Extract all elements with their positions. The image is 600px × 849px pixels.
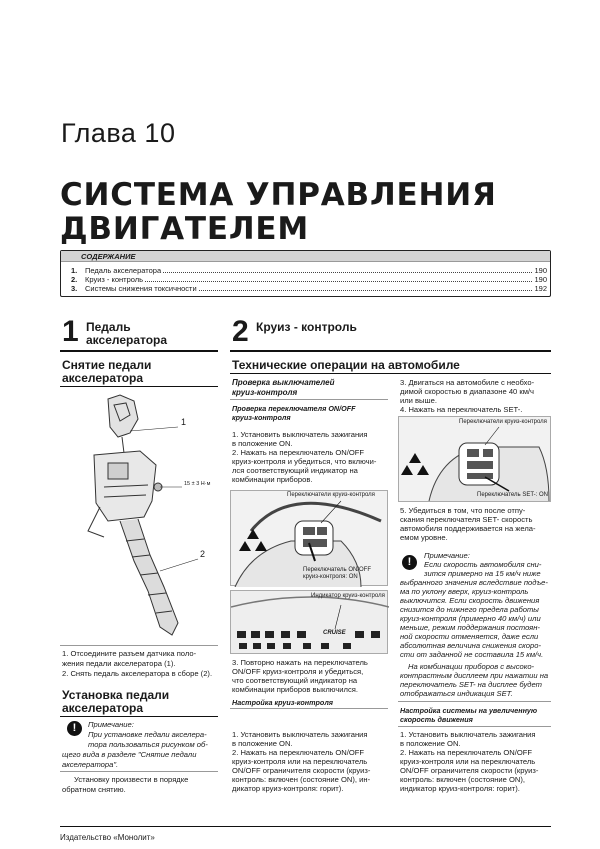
- removal-heading-line-2: акселератора: [62, 371, 144, 385]
- onoff-heading-line-1: Проверка переключателя ON/OFF: [232, 404, 356, 413]
- right-note-line: зится примерно на 15 км/ч ниже: [424, 569, 541, 578]
- lamp-icon: [355, 631, 364, 638]
- high-speed-step: ON/OFF ограничителя скорости (круиз-: [400, 766, 539, 775]
- figure-rule: [60, 645, 218, 646]
- switch-label-bottom-1: Переключатель ON/OFF: [303, 567, 371, 573]
- lamp-icon: [371, 631, 380, 638]
- toc-item-page: 190: [534, 266, 547, 275]
- lamp-icon: [265, 631, 274, 638]
- right-note-line: выбранного значения вследствие подъе-: [400, 578, 548, 587]
- high-speed-step: 1. Установить выключатель зажигания: [400, 730, 536, 739]
- section-2-number: 2: [232, 315, 249, 348]
- step3-left: комбинации приборов выключился.: [232, 685, 358, 694]
- step3-left: 3. Повторно нажать на переключатель: [232, 658, 368, 667]
- setup-step: в положение ON.: [232, 739, 293, 748]
- toc-item-page: 192: [534, 284, 547, 293]
- right-note-line: выключится. Если скорость движения: [400, 596, 540, 605]
- callout-2: 2: [200, 549, 206, 559]
- removal-step-2: 2. Снять педаль акселератора в сборе (2).: [62, 669, 213, 678]
- right-note-line: снизится до нижнего предела работы: [400, 605, 539, 614]
- cluster-drawing: [231, 591, 389, 655]
- high-speed-step: круиз-контроля или на переключатель: [400, 757, 536, 766]
- step5: скания переключателя SET- скорость: [400, 515, 533, 524]
- right-step: 4. Нажать на переключатель SET-.: [400, 405, 523, 414]
- toc-item-num: 2.: [71, 275, 78, 284]
- setup-heading: Настройка круиз-контроля: [232, 698, 334, 707]
- lamp-icon: [281, 631, 290, 638]
- toc-heading: СОДЕРЖАНИЕ: [61, 251, 550, 262]
- setup-step: 1. Установить выключатель зажигания: [232, 730, 368, 739]
- high-speed-step: 2. Нажать на переключатель ON/OFF: [400, 748, 533, 757]
- step5: автомобиля поддерживается на жела-: [400, 524, 536, 533]
- indicator-label: Индикатор круиз-контроля: [311, 593, 385, 599]
- lamp-icon: [253, 643, 261, 649]
- ops-heading: Технические операции на автомобиле: [232, 358, 460, 372]
- right-note-line: круиз-контроля (примерно 40 км/ч) или: [400, 614, 541, 623]
- setup-step: 2. Нажать на переключатель ON/OFF: [232, 748, 365, 757]
- step5: емом уровне.: [400, 533, 448, 542]
- note-line: акселератора".: [62, 760, 119, 769]
- setup-step: круиз-контроля или на переключатель: [232, 757, 368, 766]
- right-step: димой скоростью в диапазоне 40 км/ч: [400, 387, 534, 396]
- check-heading-line-2: круиз-контроля: [232, 388, 298, 397]
- onoff-step: в положение ON.: [232, 439, 293, 448]
- note-line: При установке педали акселера-: [88, 730, 207, 739]
- toc-leader: [163, 272, 532, 273]
- toc-item[interactable]: [71, 266, 547, 275]
- lamp-icon: [321, 643, 329, 649]
- step5: 5. Убедиться в том, что после отпу-: [400, 506, 526, 515]
- section-2-title: Круиз - контроль: [256, 320, 357, 334]
- check-heading-rule: [230, 399, 388, 400]
- note-icon: !: [67, 721, 82, 736]
- install-text-line-2: обратном снятию.: [62, 785, 126, 794]
- set-switch-figure: [398, 416, 551, 502]
- lamp-icon: [237, 631, 246, 638]
- note-heading: Примечание:: [88, 720, 134, 729]
- section-1-rule: [60, 350, 218, 352]
- high-speed-step: индикатор круиз-контроля: горит).: [400, 784, 520, 793]
- switch-label-top: Переключатели круиз-контроля: [287, 492, 375, 498]
- section-1-title-line-1: Педаль: [86, 320, 131, 334]
- setup-heading-rule: [230, 708, 388, 709]
- high-speed-rule: [398, 726, 551, 727]
- onoff-heading-line-2: круиз-контроля: [232, 413, 291, 422]
- onoff-step: комбинации приборов.: [232, 475, 313, 484]
- set-wheel-drawing: [399, 417, 552, 503]
- setup-step: ON/OFF ограничителя скорости (круиз-: [232, 766, 371, 775]
- toc-item-label: Педаль акселератора: [85, 266, 162, 275]
- check-heading-line-1: Проверка выключателей: [232, 378, 335, 387]
- footer-rule: [60, 826, 551, 827]
- toc-item[interactable]: [71, 284, 547, 293]
- right-note-line: контрастным дисплеем при нажатии на: [400, 671, 549, 680]
- torque-label: 15 ± 3 Н·м: [184, 481, 211, 487]
- right-note-line: На комбинации приборов с высоко-: [408, 662, 535, 671]
- lamp-icon: [283, 643, 291, 649]
- high-speed-heading-1: Настройка системы на увеличенную: [400, 706, 538, 715]
- removal-heading-rule: [60, 386, 218, 387]
- lamp-icon: [251, 631, 260, 638]
- toc-item-label: Системы снижения токсичности: [85, 284, 197, 293]
- set-label-bottom: Переключатель SET-: ON: [477, 492, 548, 498]
- accelerator-pedal-figure: [60, 391, 218, 644]
- step3-left: ON/OFF круиз-контроля и убедиться,: [232, 667, 364, 676]
- chapter-title-line-2: ДВИГАТЕЛЕМ: [60, 211, 310, 247]
- lamp-icon: [267, 643, 275, 649]
- switch-label-bottom-2: круиз-контроля: ON: [303, 574, 358, 580]
- right-note-heading: Примечание:: [424, 551, 470, 560]
- right-step: или выше.: [400, 396, 437, 405]
- high-speed-step: в положение ON.: [400, 739, 461, 748]
- step3-left: что соответствующий индикатор на: [232, 676, 358, 685]
- publisher-footer: Издательство «Монолит»: [60, 833, 155, 842]
- table-of-contents: [60, 250, 551, 297]
- removal-heading-line-1: Снятие педали: [62, 358, 152, 372]
- toc-item-num: 1.: [71, 266, 78, 275]
- chapter-title-line-1: СИСТЕМА УПРАВЛЕНИЯ: [60, 177, 497, 213]
- section-2-rule: [230, 350, 551, 352]
- install-heading-line-1: Установка педали: [62, 688, 170, 702]
- lamp-icon: [303, 643, 311, 649]
- lamp-icon: [297, 631, 306, 638]
- lamp-icon: [239, 643, 247, 649]
- ops-heading-rule: [230, 373, 551, 374]
- note-rule: [60, 771, 218, 772]
- right-note-line: абсолютная величина снижения скоро-: [400, 641, 541, 650]
- callout-1: 1: [181, 417, 187, 427]
- toc-leader: [145, 281, 532, 282]
- onoff-step: 1. Установить выключатель зажигания: [232, 430, 368, 439]
- high-speed-heading-2: скорость движения: [400, 715, 473, 724]
- removal-step-1a: 1. Отсоедините разъем датчика поло-: [62, 649, 197, 658]
- toc-item-label: Круиз - контроль: [85, 275, 144, 284]
- instrument-cluster-figure: [230, 590, 388, 654]
- set-label-top: Переключатели круиз-контроля: [459, 419, 547, 425]
- onoff-step: лся соответствующий индикатор на: [232, 466, 358, 475]
- right-note-line: ма по уклону вверх, круиз-контроль: [400, 587, 529, 596]
- install-text-line-1: Установку произвести в порядке: [74, 775, 189, 784]
- steering-switch-figure: [230, 490, 388, 586]
- chapter-label: Глава 10: [61, 118, 176, 148]
- pedal-drawing: [60, 391, 218, 644]
- cruise-indicator: CRUISE: [323, 630, 346, 636]
- note-icon: !: [402, 555, 417, 570]
- right-step: 3. Двигаться на автомобиле с необхо-: [400, 378, 535, 387]
- right-note-line: ной скорости отменяется, даже если: [400, 632, 539, 641]
- right-note-line: меньше, режим поддержания постоян-: [400, 623, 540, 632]
- install-heading-line-2: акселератора: [62, 701, 144, 715]
- section-1-title-line-2: акселератора: [86, 333, 168, 347]
- note-line: тора пользоваться рисунком об-: [88, 740, 208, 749]
- install-heading-rule: [60, 716, 218, 717]
- toc-item-page: 190: [534, 275, 547, 284]
- right-note-line: переключатель SET- на дисплее будет: [400, 680, 542, 689]
- toc-leader: [199, 290, 533, 291]
- high-speed-step: контроль: включен (состояние ON),: [400, 775, 526, 784]
- right-note-line: отображаться индикация SET.: [400, 689, 513, 698]
- toc-item-num: 3.: [71, 284, 78, 293]
- onoff-step: 2. Нажать на переключатель ON/OFF: [232, 448, 365, 457]
- right-note-rule: [398, 701, 551, 702]
- toc-item[interactable]: [71, 275, 547, 284]
- setup-step: контроль: включен (состояние ON), ин-: [232, 775, 371, 784]
- lamp-icon: [343, 643, 351, 649]
- right-note-line: сти от заданной не составила 15 км/ч.: [400, 650, 544, 659]
- removal-step-1b: жения педали акселератора (1).: [62, 659, 176, 668]
- note-line: щего вида в разделе "Снятие педали: [62, 750, 197, 759]
- section-1-number: 1: [62, 315, 79, 348]
- right-note-line: Если скорость автомобиля сни-: [424, 560, 542, 569]
- onoff-step: круиз-контроля и убедиться, что включи-: [232, 457, 377, 466]
- setup-step: дикатор круиз-контроля: горит).: [232, 784, 344, 793]
